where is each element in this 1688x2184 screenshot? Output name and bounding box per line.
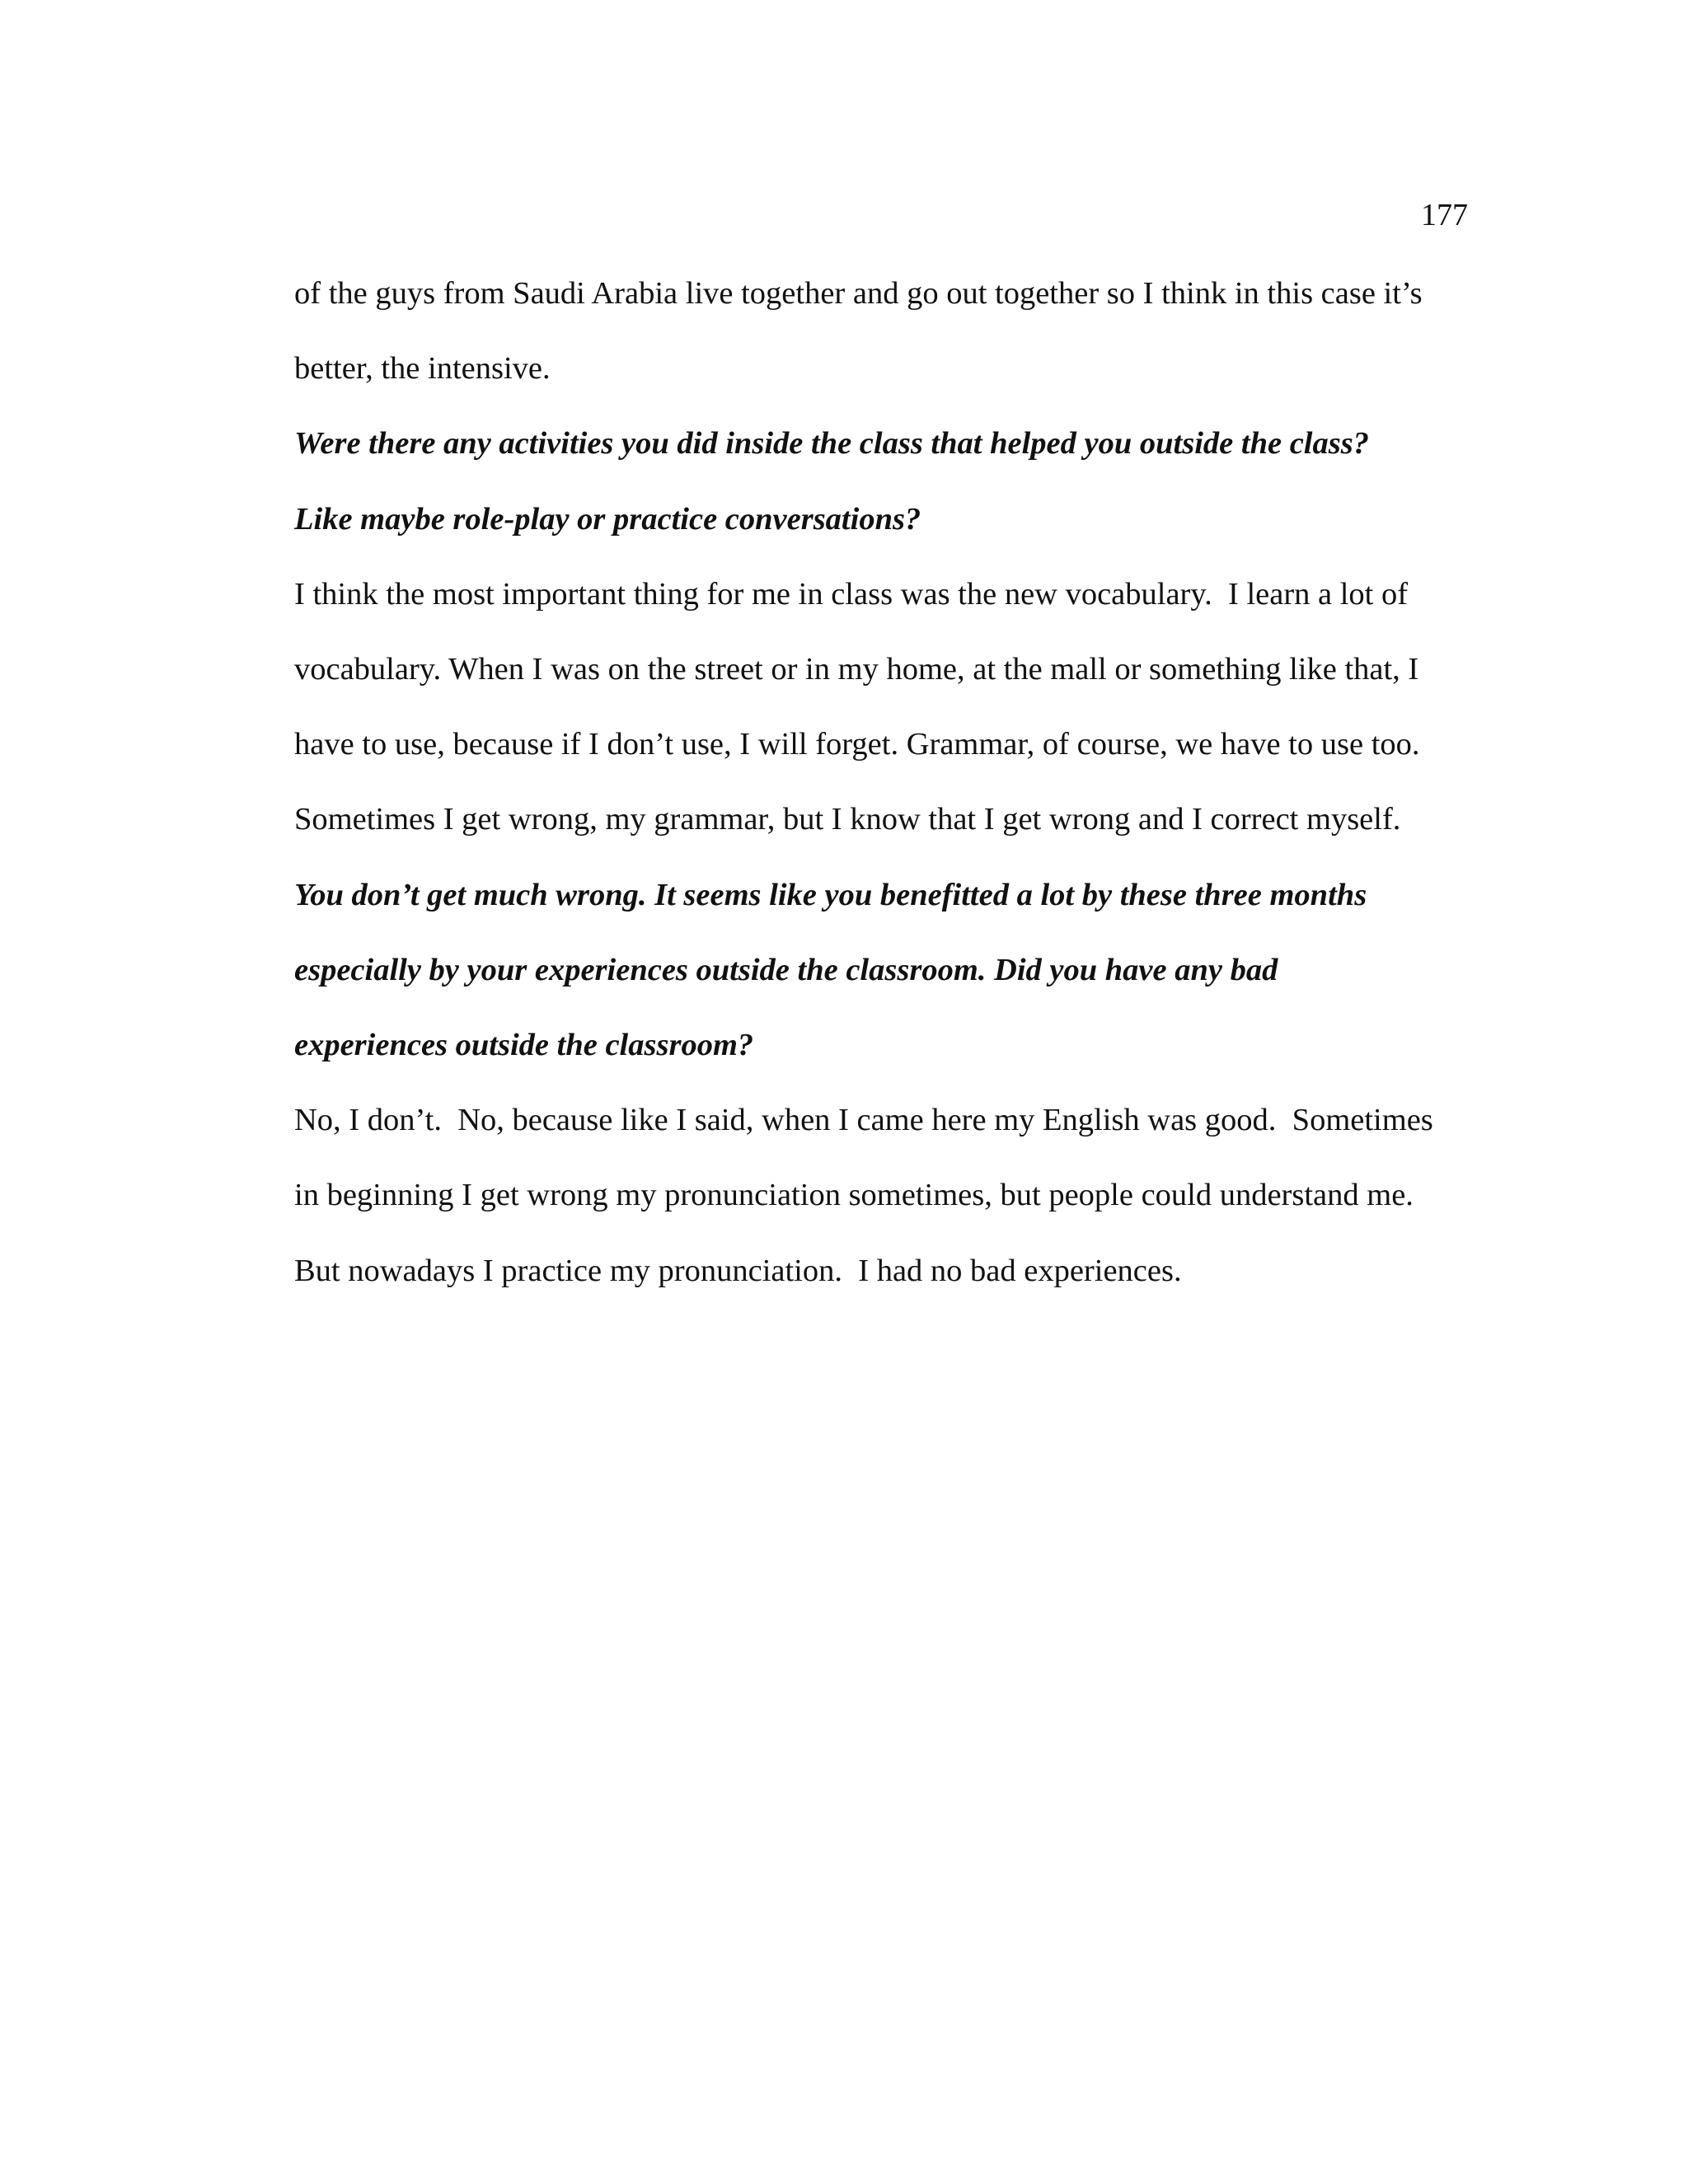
page-number: 177: [1421, 198, 1468, 232]
transcript-line: I think the most important thing for me in class was the new vocabulary. I learn a lot of: [294, 576, 1409, 612]
interviewer-question-line: You don’t get much wrong. It seems like you benefitted a lot by these three months: [294, 877, 1367, 912]
transcript-line: Sometimes I get wrong, my grammar, but I know that I get wrong and I correct myself.: [294, 802, 1401, 837]
transcript-line: in beginning I get wrong my pronunciation sometimes, but people could understand me.: [294, 1178, 1414, 1213]
interviewer-question-line: Like maybe role-play or practice conversations?: [294, 501, 921, 537]
transcript-body: [294, 256, 1473, 1309]
interviewer-question-line: experiences outside the classroom?: [294, 1028, 754, 1063]
transcript-line: have to use, because if I don’t use, I will forget. Grammar, of course, we have to use too.: [294, 727, 1420, 762]
transcript-line: of the guys from Saudi Arabia live together and go out together so I think in this case it’s: [294, 276, 1423, 311]
transcript-line: better, the intensive.: [294, 351, 551, 387]
interviewer-question-line: Were there any activities you did inside the class that helped you outside the class?: [294, 426, 1369, 462]
transcript-line: No, I don’t. No, because like I said, when I came here my English was good. Sometimes: [294, 1103, 1433, 1138]
transcript-line: But nowadays I practice my pronunciation. I had no bad experiences.: [294, 1253, 1182, 1288]
interviewer-question-line: especially by your experiences outside the classroom. Did you have any bad: [294, 952, 1278, 987]
transcript-line: vocabulary. When I was on the street or in my home, at the mall or something like that, I: [294, 652, 1419, 687]
